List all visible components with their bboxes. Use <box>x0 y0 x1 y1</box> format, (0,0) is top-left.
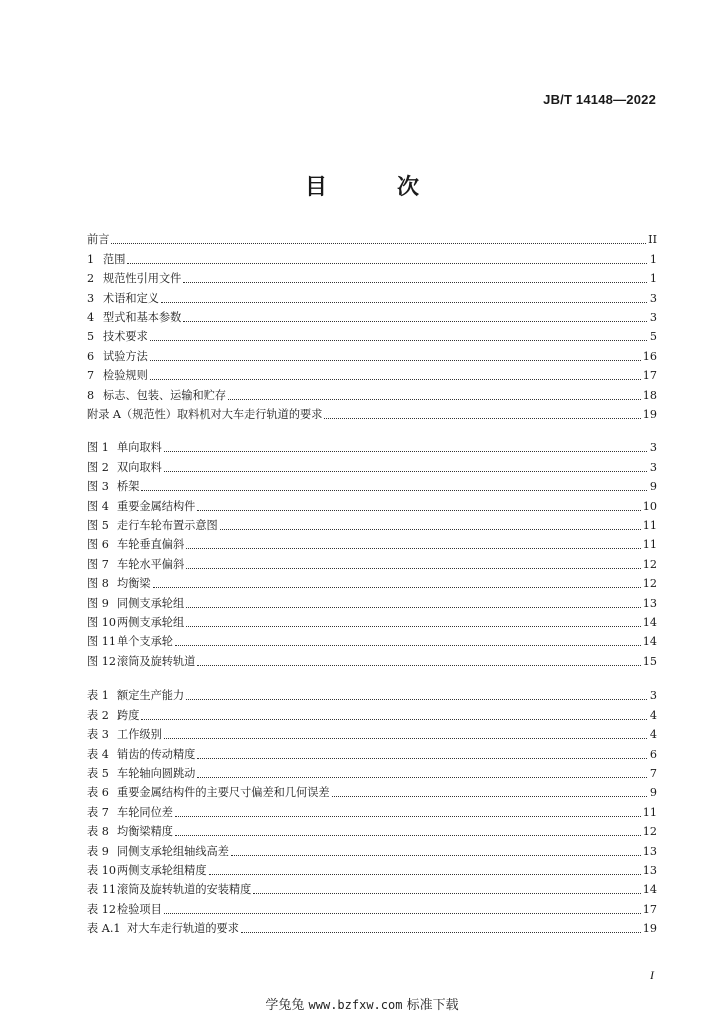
figure-entry-title: 重要金属结构件 <box>117 499 196 513</box>
table-entry[interactable] <box>87 897 657 916</box>
table-entry-page-number: 12 <box>642 825 657 839</box>
dot-leader <box>153 587 641 588</box>
table-entry-title: 对大车走行轨道的要求 <box>127 922 239 936</box>
figure-entry-title: 车轮垂直偏斜 <box>117 538 185 552</box>
figure-entry-title: 桥架 <box>117 480 140 494</box>
table-entry-title: 车轮轴向圆跳动 <box>117 766 196 780</box>
footer-tagline: 标准下载 <box>406 998 459 1013</box>
table-entry[interactable] <box>87 820 657 839</box>
toc-entry-number: 3 <box>87 291 95 305</box>
table-entry-page-number: 13 <box>642 844 657 858</box>
table-entry-number: 表 7 <box>87 805 109 819</box>
figure-entry[interactable] <box>87 552 657 571</box>
dot-leader <box>150 340 647 341</box>
footer-url[interactable]: www.bzfxw.com <box>308 998 403 1012</box>
figure-entry-title: 单向取料 <box>117 441 162 455</box>
figure-entry-title: 同侧支承轮组 <box>117 596 185 610</box>
toc-entry-title: 试验方法 <box>103 349 148 363</box>
table-entry-page-number: 9 <box>649 786 657 800</box>
dot-leader <box>220 529 641 530</box>
figure-entry-title: 车轮水平偏斜 <box>117 557 185 571</box>
dot-leader <box>209 874 641 875</box>
table-entry[interactable] <box>87 742 657 761</box>
standard-code: JB/T 14148—2022 <box>543 92 656 107</box>
toc-entry[interactable] <box>87 344 657 363</box>
table-entry-title: 工作级别 <box>117 728 162 742</box>
figure-entry-page-number: 14 <box>642 615 657 629</box>
table-entry-title: 均衡梁精度 <box>117 825 173 839</box>
toc-entry-page-number: 1 <box>649 272 657 286</box>
figure-entry[interactable] <box>87 455 657 474</box>
figure-entry-number: 图 6 <box>87 538 109 552</box>
figure-entry-title: 滚筒及旋转轨道 <box>117 654 196 668</box>
figure-entry-number: 图 9 <box>87 596 109 610</box>
toc-figures <box>87 436 657 669</box>
dot-leader <box>186 548 641 549</box>
table-entry-number: 表 A.1 <box>87 922 121 936</box>
page-folio: I <box>650 968 654 982</box>
table-entry-title: 同侧支承轮组轴线高差 <box>117 844 229 858</box>
table-entry-title: 滚筒及旋转轨道的安装精度 <box>117 883 252 897</box>
toc-entry-title: 型式和基本参数 <box>103 310 182 324</box>
toc-entry-page-number: II <box>648 233 657 247</box>
table-entry-number: 表 5 <box>87 766 109 780</box>
figure-entry-number: 图 10 <box>87 615 116 629</box>
toc-entry-page-number: 3 <box>649 291 657 305</box>
toc-sections <box>87 228 657 422</box>
dot-leader <box>186 607 641 608</box>
dot-leader <box>164 451 647 452</box>
figure-entry-page-number: 10 <box>642 499 657 513</box>
table-entry-number: 表 8 <box>87 825 109 839</box>
dot-leader <box>183 282 647 283</box>
toc-entry[interactable] <box>87 286 657 305</box>
dot-leader <box>228 399 641 400</box>
table-entry-number: 表 12 <box>87 902 116 916</box>
figure-entry-page-number: 14 <box>642 635 657 649</box>
dot-leader <box>231 855 641 856</box>
figure-entry[interactable] <box>87 572 657 591</box>
toc-entry[interactable] <box>87 306 657 325</box>
table-entry[interactable] <box>87 723 657 742</box>
toc-entry-title: 术语和定义 <box>103 291 159 305</box>
dot-leader <box>175 835 641 836</box>
table-entry-title: 额定生产能力 <box>117 689 185 703</box>
toc-entry-page-number: 18 <box>642 388 657 402</box>
figure-entry-page-number: 12 <box>642 557 657 571</box>
dot-leader <box>186 699 647 700</box>
figure-entry[interactable] <box>87 494 657 513</box>
toc-entry-title: 附录 A（规范性）取料机对大车走行轨道的要求 <box>87 407 323 421</box>
table-entry-title: 跨度 <box>117 708 140 722</box>
figure-entry-number: 图 1 <box>87 441 109 455</box>
dot-leader <box>164 738 647 739</box>
dot-leader <box>175 816 641 817</box>
toc-entry-page-number: 16 <box>642 349 657 363</box>
toc-entry-title: 前言 <box>87 233 110 247</box>
figure-entry-title: 走行车轮布置示意图 <box>117 518 218 532</box>
table-entry-page-number: 17 <box>642 902 657 916</box>
table-entry-title: 销齿的传动精度 <box>117 747 196 761</box>
toc-entry-page-number: 17 <box>642 369 657 383</box>
toc-entry-title: 技术要求 <box>103 330 148 344</box>
dot-leader <box>197 665 640 666</box>
figure-entry[interactable] <box>87 436 657 455</box>
dot-leader <box>164 913 641 914</box>
table-entry-number: 表 6 <box>87 786 109 800</box>
figure-entry-number: 图 11 <box>87 635 116 649</box>
figure-entry-number: 图 3 <box>87 480 109 494</box>
figure-entry-page-number: 9 <box>649 480 657 494</box>
table-entry-page-number: 3 <box>649 689 657 703</box>
figure-entry[interactable] <box>87 649 657 668</box>
table-entry-page-number: 14 <box>642 883 657 897</box>
table-entry-page-number: 13 <box>642 863 657 877</box>
figure-entry-number: 图 8 <box>87 577 109 591</box>
dot-leader <box>241 932 641 933</box>
toc-entry[interactable] <box>87 267 657 286</box>
toc-entry-number: 6 <box>87 349 95 363</box>
footer-site-name: 学兔兔 <box>265 998 305 1013</box>
toc-entry[interactable] <box>87 403 657 422</box>
dot-leader <box>253 893 640 894</box>
dot-leader <box>186 626 641 627</box>
table-entry-number: 表 10 <box>87 863 116 877</box>
table-entry-title: 检验项目 <box>117 902 162 916</box>
toc-entry-number: 5 <box>87 330 95 344</box>
dot-leader <box>324 418 640 419</box>
toc-entry-page-number: 3 <box>649 310 657 324</box>
table-entry-page-number: 11 <box>642 805 657 819</box>
figure-entry-number: 图 12 <box>87 654 116 668</box>
table-entry-number: 表 4 <box>87 747 109 761</box>
table-entry-title: 车轮同位差 <box>117 805 173 819</box>
toc-entry-title: 标志、包装、运输和贮存 <box>103 388 227 402</box>
figure-entry-title: 双向取料 <box>117 460 162 474</box>
footer-watermark <box>0 994 724 1013</box>
figure-entry-number: 图 7 <box>87 557 109 571</box>
table-entry[interactable] <box>87 878 657 897</box>
table-entry-page-number: 7 <box>649 766 657 780</box>
dot-leader <box>150 379 641 380</box>
figure-entry-page-number: 15 <box>642 654 657 668</box>
toc-entry-number: 8 <box>87 388 95 402</box>
toc-entry-page-number: 19 <box>642 407 657 421</box>
table-entry-page-number: 19 <box>642 922 657 936</box>
dot-leader <box>111 243 646 244</box>
figure-entry-number: 图 2 <box>87 460 109 474</box>
dot-leader <box>141 490 647 491</box>
figure-entry-title: 两侧支承轮组 <box>117 615 185 629</box>
figure-entry-page-number: 12 <box>642 577 657 591</box>
toc-entry-title: 检验规则 <box>103 369 148 383</box>
toc-entry-number: 7 <box>87 369 95 383</box>
figure-entry-page-number: 3 <box>649 460 657 474</box>
toc-entry-title: 规范性引用文件 <box>103 272 182 286</box>
dot-leader <box>197 510 640 511</box>
toc-entry[interactable] <box>87 325 657 344</box>
table-entry[interactable] <box>87 781 657 800</box>
table-entry-number: 表 3 <box>87 728 109 742</box>
toc-entry[interactable] <box>87 383 657 402</box>
figure-entry-page-number: 11 <box>642 538 657 552</box>
dot-leader <box>332 796 647 797</box>
figure-entry-number: 图 5 <box>87 518 109 532</box>
figure-entry[interactable] <box>87 514 657 533</box>
figure-entry-title: 单个支承轮 <box>117 635 173 649</box>
toc-entry[interactable] <box>87 247 657 266</box>
toc-entry-page-number: 1 <box>649 252 657 266</box>
table-entry-number: 表 11 <box>87 883 116 897</box>
table-entry[interactable] <box>87 839 657 858</box>
toc-entry[interactable] <box>87 228 657 247</box>
toc-entry-number: 4 <box>87 310 95 324</box>
toc-entry[interactable] <box>87 364 657 383</box>
dot-leader <box>197 777 647 778</box>
figure-entry-page-number: 13 <box>642 596 657 610</box>
dot-leader <box>141 719 647 720</box>
table-entry-page-number: 4 <box>649 708 657 722</box>
table-entry-number: 表 2 <box>87 708 109 722</box>
dot-leader <box>197 758 647 759</box>
toc-tables <box>87 684 657 936</box>
table-entry[interactable] <box>87 762 657 781</box>
dot-leader <box>175 645 641 646</box>
dot-leader <box>183 321 647 322</box>
figure-entry[interactable] <box>87 475 657 494</box>
table-entry-title: 两侧支承轮组精度 <box>117 863 207 877</box>
figure-entry-title: 均衡梁 <box>117 577 151 591</box>
toc-entry-number: 2 <box>87 272 95 286</box>
toc-entry-number: 1 <box>87 252 95 266</box>
figure-entry-page-number: 3 <box>649 441 657 455</box>
table-entry[interactable] <box>87 684 657 703</box>
figure-entry-number: 图 4 <box>87 499 109 513</box>
figure-entry[interactable] <box>87 533 657 552</box>
table-entry-page-number: 4 <box>649 728 657 742</box>
figure-entry[interactable] <box>87 611 657 630</box>
figure-entry[interactable] <box>87 591 657 610</box>
figure-entry-page-number: 11 <box>642 518 657 532</box>
table-entry[interactable] <box>87 917 657 936</box>
dot-leader <box>150 360 641 361</box>
toc-entry-title: 范围 <box>103 252 126 266</box>
table-entry-number: 表 9 <box>87 844 109 858</box>
table-entry-title: 重要金属结构件的主要尺寸偏差和几何误差 <box>117 786 330 800</box>
dot-leader <box>127 263 647 264</box>
table-entry[interactable] <box>87 800 657 819</box>
table-entry-page-number: 6 <box>649 747 657 761</box>
dot-leader <box>161 302 647 303</box>
table-entry[interactable] <box>87 859 657 878</box>
dot-leader <box>186 568 641 569</box>
table-entry[interactable] <box>87 703 657 722</box>
figure-entry[interactable] <box>87 630 657 649</box>
table-entry-number: 表 1 <box>87 689 109 703</box>
dot-leader <box>164 471 647 472</box>
toc-entry-page-number: 5 <box>649 330 657 344</box>
page-title: 目 次 <box>304 175 443 200</box>
